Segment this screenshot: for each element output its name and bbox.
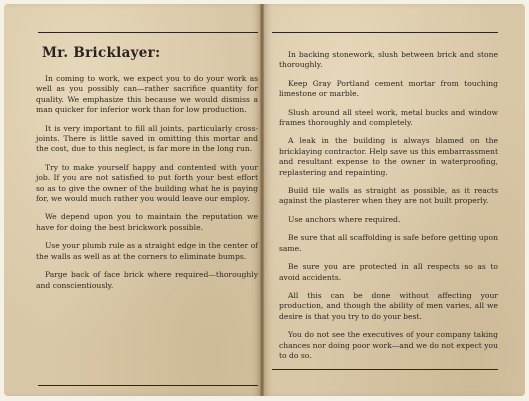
paragraph: Try to make yourself happy and contented with your job. If you are not satisfied to put forth your best effort so as to give the owner of the building what he is paying for, we would much rather you would leave our employ. [36,162,258,204]
paragraph: In backing stonework, slush between brick and stone thoroughly. [279,50,498,70]
booklet-spine [260,4,264,396]
paragraph: Build tile walls as straight as possible, as it reacts against the plasterer when they are not built properly. [279,186,498,206]
paragraph: Use anchors where required. [288,214,401,224]
right-text-column [279,50,498,369]
right-top-rule [272,32,498,33]
paragraph: Keep Gray Portland cement mortar from touching limestone or marble. [279,78,498,99]
paragraph: Be sure that all scaffolding is safe before getting upon same. [279,233,498,253]
paragraph: It is very important to fill all joints, particularly cross-joints. There is little saved in omitting this mortar and the cost, due to this neglect, is far more in the long run. [36,123,258,154]
paragraph: In coming to work, we expect you to do your work as well as you possibly can—rather sacrifice quantity for quality. We emphasize this because we would dismiss a man quicker for inferior work than for low production. [36,74,258,115]
paragraph: A leak in the building is always blamed on the bricklaying contractor. Help save us this embarrassment and resultant expense to the owner in waterproofing, replastering and repainting. [279,136,498,177]
paragraph: You do not see the executives of your company taking chances nor doing poor work—and we do not expect you to do so. [279,330,498,360]
paragraph: All this can be done without affecting your production, and though the ability of men varies, all we desire is that you try to do your best. [279,290,498,321]
left-top-rule [38,32,258,33]
paragraph: Use your plumb rule as a straight edge in the center of the walls as well as at the corners to eliminate bumps. [36,241,258,261]
page-heading: Mr. Bricklayer: [42,45,161,61]
paragraph: Parge back of face brick where required—thoroughly and conscientiously. [36,270,258,290]
paragraph: We depend upon you to maintain the reputation we have for doing the best brickwork possible. [36,212,258,232]
left-text-column [36,74,258,299]
left-bottom-rule [38,385,258,386]
paragraph: Be sure you are protected in all respects so as to avoid accidents. [279,262,498,282]
paragraph: Slush around all steel work, metal bucks and window frames thoroughly and completely. [279,107,498,128]
